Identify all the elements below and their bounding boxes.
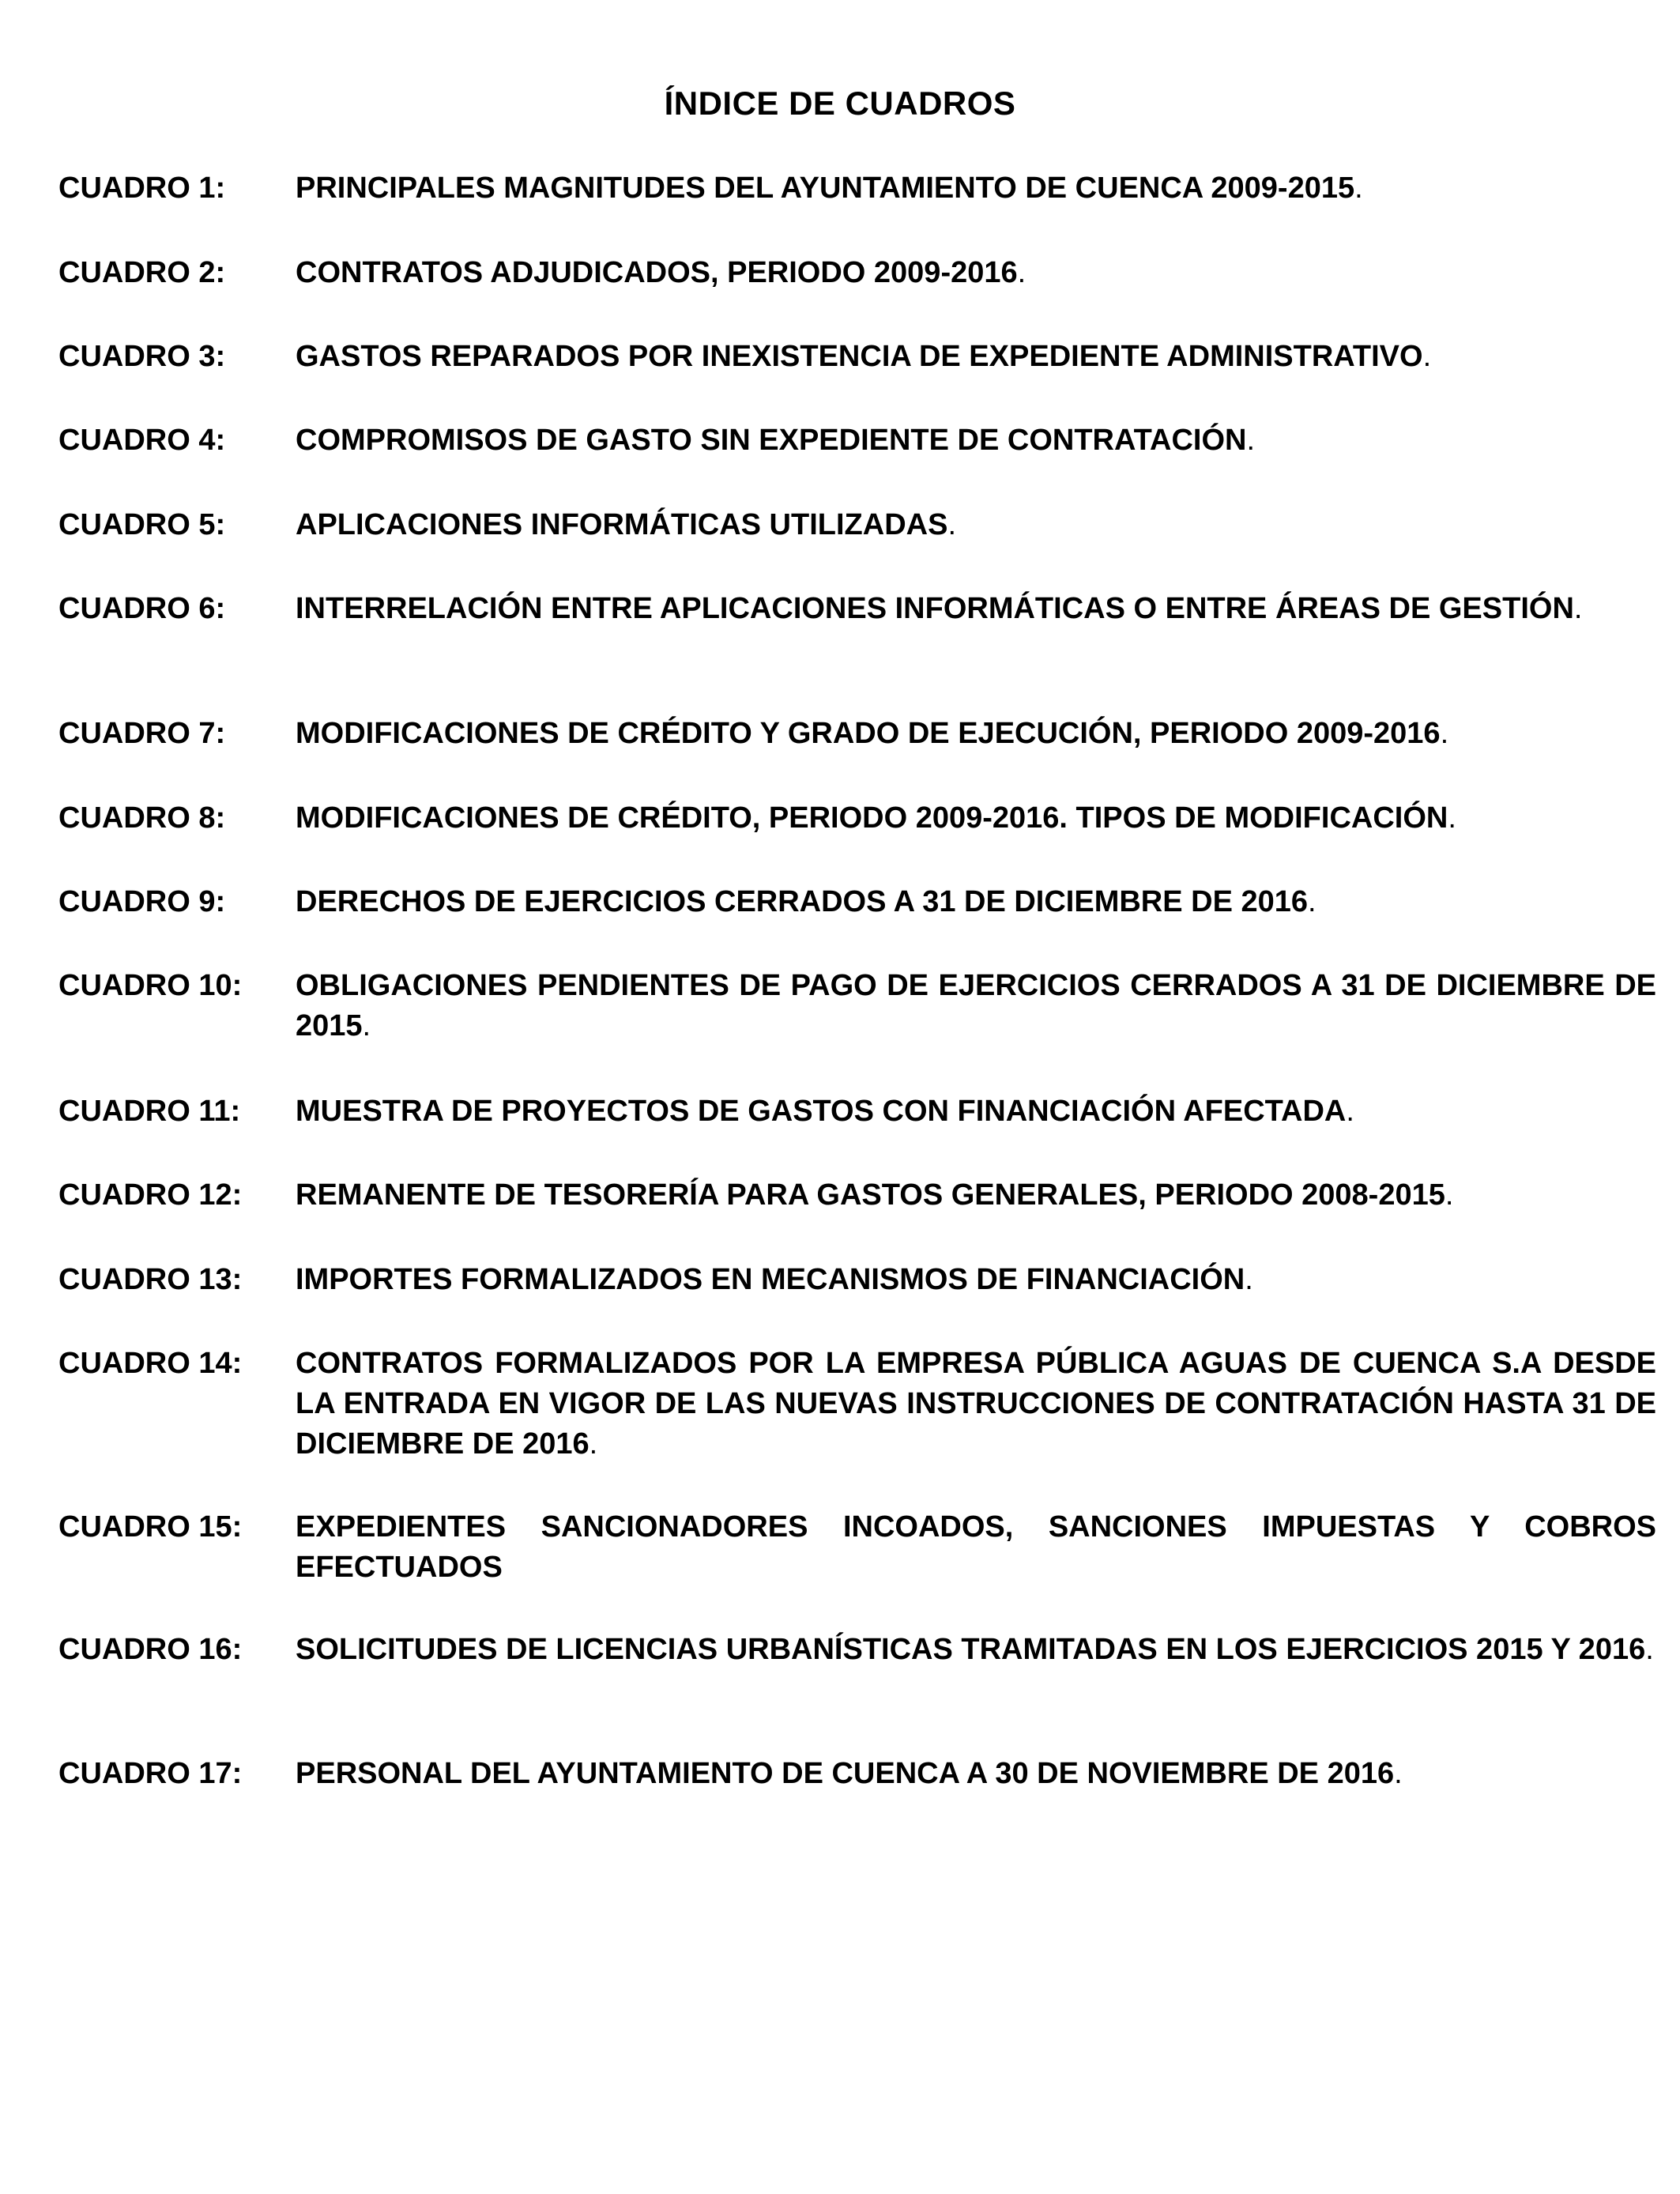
index-entry [58,589,1656,629]
entry-text: CONTRATOS ADJUDICADOS, PERIODO 2009-2016. [296,256,1026,289]
entry-label: CUADRO 5: [58,508,226,541]
entry-text: PRINCIPALES MAGNITUDES DEL AYUNTAMIENTO DE CUENCA 2009-2015. [296,172,1363,205]
index-entry [58,1507,1656,1588]
index-entry [58,505,1656,545]
entry-text: IMPORTES FORMALIZADOS EN MECANISMOS DE FINANCIACIÓN. [296,1263,1253,1296]
entry-label: CUADRO 9: [58,885,226,918]
entry-label: CUADRO 10: [58,969,243,1002]
index-entry [58,1630,1656,1670]
index-entry [58,1344,1656,1465]
index-entry [58,798,1656,839]
index-entry [58,337,1656,377]
entry-label: CUADRO 12: [58,1178,243,1212]
entry-label: CUADRO 17: [58,1757,243,1790]
entry-text: REMANENTE DE TESORERÍA PARA GASTOS GENERALES, PERIODO 2008-2015. [296,1178,1454,1212]
index-entry [58,966,1656,1046]
index-entry [58,1754,1656,1794]
entry-text: MODIFICACIONES DE CRÉDITO Y GRADO DE EJECUCIÓN, PERIODO 2009-2016. [296,717,1449,750]
entry-label: CUADRO 6: [58,592,226,625]
entry-text: PERSONAL DEL AYUNTAMIENTO DE CUENCA A 30 DE NOVIEMBRE DE 2016. [296,1757,1403,1790]
entry-text: MODIFICACIONES DE CRÉDITO, PERIODO 2009-2016. TIPOS DE MODIFICACIÓN. [296,801,1456,835]
entry-text: EXPEDIENTES SANCIONADORES INCOADOS, SANCIONES IMPUESTAS Y COBROS EFECTUADOS [296,1510,1656,1584]
entry-text: GASTOS REPARADOS POR INEXISTENCIA DE EXPEDIENTE ADMINISTRATIVO. [296,340,1432,373]
entry-label: CUADRO 2: [58,256,226,289]
index-entry [58,1175,1656,1216]
index-entry [58,882,1656,922]
entry-text: SOLICITUDES DE LICENCIAS URBANÍSTICAS TRAMITADAS EN LOS EJERCICIOS 2015 Y 2016. [296,1633,1654,1666]
entry-label: CUADRO 11: [58,1095,241,1128]
entry-text: CONTRATOS FORMALIZADOS POR LA EMPRESA PÚBLICA AGUAS DE CUENCA S.A DESDE LA ENTRADA EN VIGOR DE LAS NUEVAS INSTRUCCIONES DE CONTRATACIÓN HASTA 31 DE DICIEMBRE DE 2016. [296,1347,1656,1461]
entry-label: CUADRO 3: [58,340,226,373]
entry-text: MUESTRA DE PROYECTOS DE GASTOS CON FINANCIACIÓN AFECTADA. [296,1095,1354,1128]
index-entry [58,1091,1656,1132]
entry-text: COMPROMISOS DE GASTO SIN EXPEDIENTE DE CONTRATACIÓN. [296,424,1256,457]
index-entry [58,168,1656,209]
entry-label: CUADRO 4: [58,424,226,457]
index-entry [58,714,1656,754]
entry-label: CUADRO 8: [58,801,226,835]
entry-text: OBLIGACIONES PENDIENTES DE PAGO DE EJERCICIOS CERRADOS A 31 DE DICIEMBRE DE 2015. [296,969,1656,1042]
index-entry [58,1260,1656,1300]
entry-label: CUADRO 15: [58,1510,243,1544]
index-entry [58,420,1656,461]
entry-text: INTERRELACIÓN ENTRE APLICACIONES INFORMÁTICAS O ENTRE ÁREAS DE GESTIÓN. [296,592,1583,625]
page-title: ÍNDICE DE CUADROS [664,85,1016,122]
entry-label: CUADRO 16: [58,1633,243,1666]
entry-text: DERECHOS DE EJERCICIOS CERRADOS A 31 DE DICIEMBRE DE 2016. [296,885,1317,918]
index-entry [58,253,1656,293]
entry-label: CUADRO 1: [58,172,226,205]
entry-label: CUADRO 14: [58,1347,243,1380]
entry-text: APLICACIONES INFORMÁTICAS UTILIZADAS. [296,508,956,541]
entry-label: CUADRO 13: [58,1263,243,1296]
entry-label: CUADRO 7: [58,717,226,750]
